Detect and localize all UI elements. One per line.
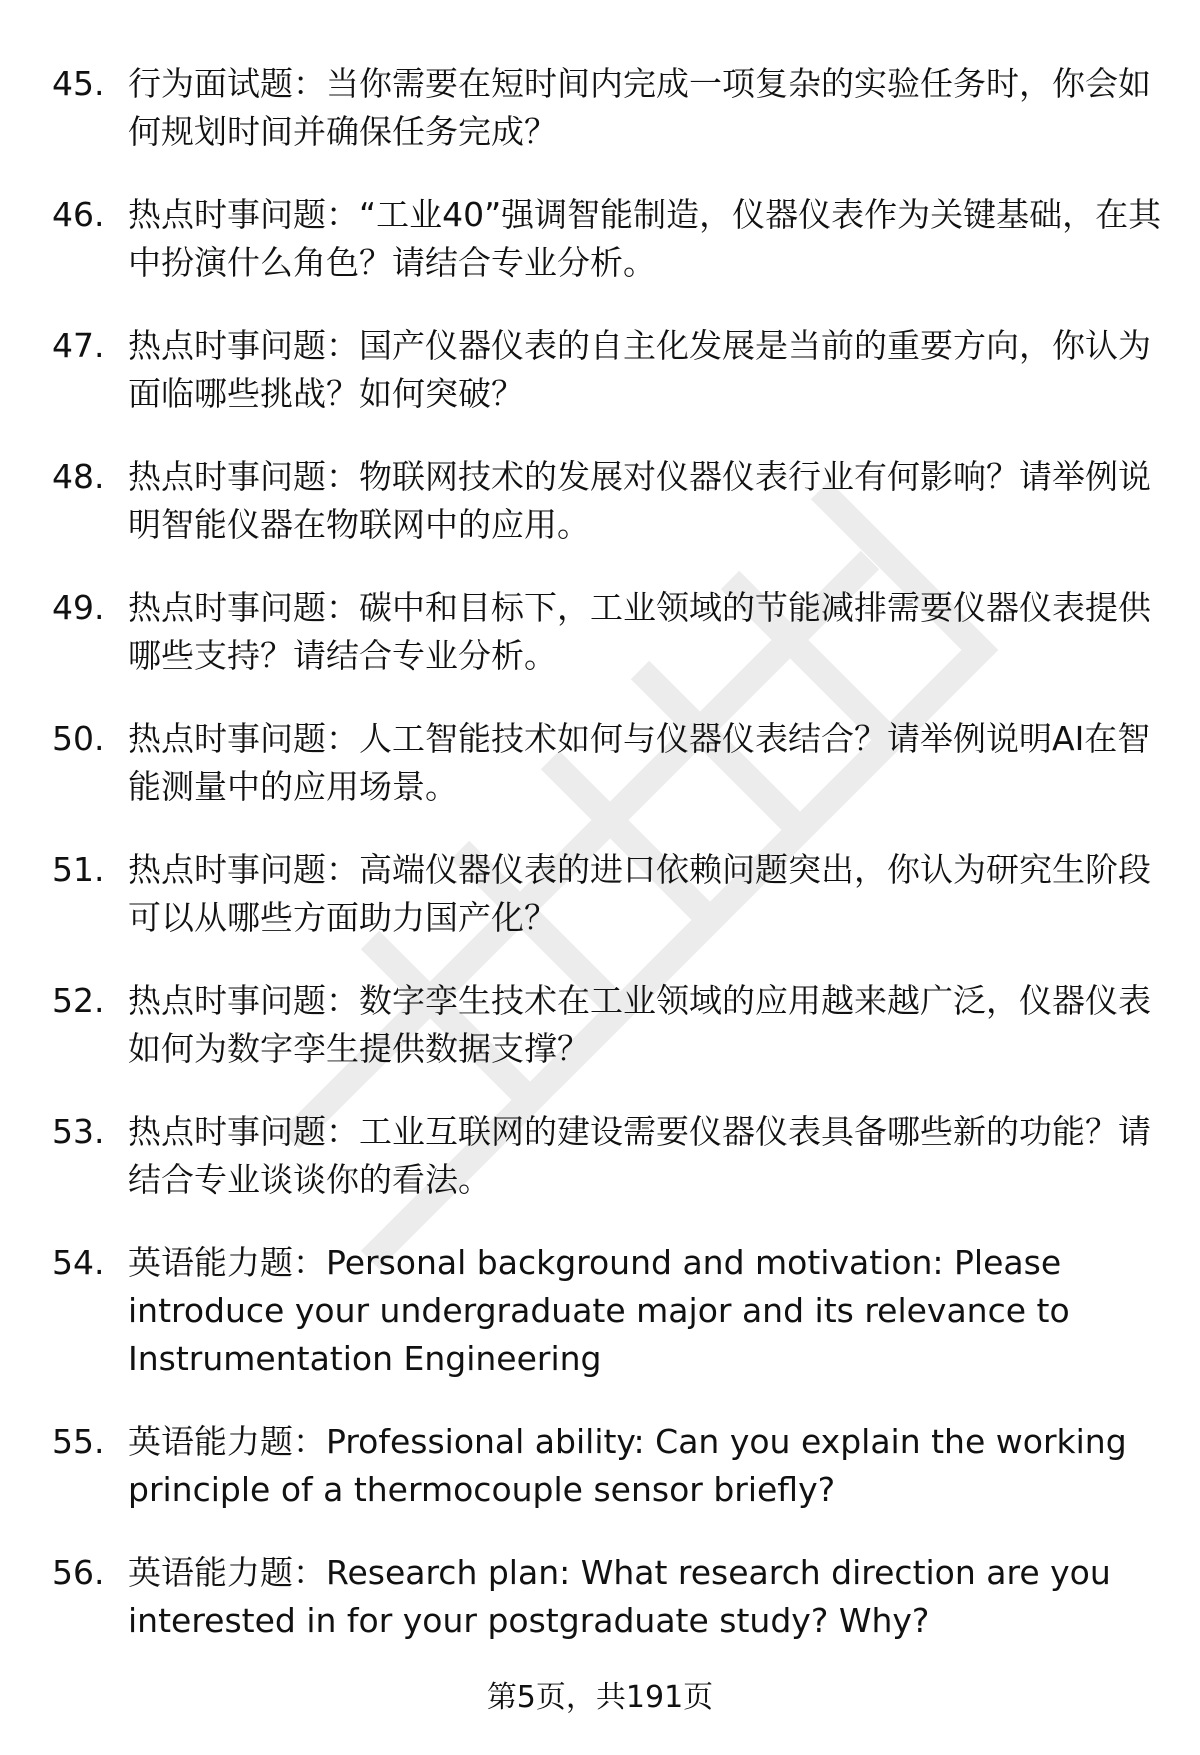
question-item <box>52 715 1162 811</box>
question-item <box>52 846 1162 942</box>
question-item <box>52 584 1162 680</box>
question-item <box>52 1549 1162 1645</box>
question-number: 46. <box>52 195 105 234</box>
question-item <box>52 1108 1162 1204</box>
question-text: 热点时事问题：数字孪生技术在工业领域的应用越来越广泛，仪器仪表如何为数字孪生提供数据支撑？ <box>128 981 1151 1068</box>
question-number: 54. <box>52 1243 105 1282</box>
question-number: 49. <box>52 588 105 627</box>
question-number: 48. <box>52 457 105 496</box>
question-item <box>52 191 1162 287</box>
question-number: 55. <box>52 1422 105 1461</box>
question-item <box>52 1418 1162 1514</box>
question-text: 行为面试题：当你需要在短时间内完成一项复杂的实验任务时，你会如何规划时间并确保任务完成？ <box>128 64 1151 151</box>
question-text: 英语能力题：Personal background and motivation: Please introduce your undergraduate major and its relevance to Instrumentation Engineering <box>128 1243 1070 1378</box>
question-text: 热点时事问题：碳中和目标下，工业领域的节能减排需要仪器仪表提供哪些支持？请结合专业分析。 <box>128 588 1151 675</box>
question-number: 51. <box>52 850 105 889</box>
question-text: 热点时事问题：物联网技术的发展对仪器仪表行业有何影响？请举例说明智能仪器在物联网中的应用。 <box>128 457 1151 544</box>
question-text: 热点时事问题：工业互联网的建设需要仪器仪表具备哪些新的功能？请结合专业谈谈你的看法。 <box>128 1112 1151 1199</box>
question-item <box>52 977 1162 1073</box>
question-number: 45. <box>52 64 105 103</box>
question-number: 53. <box>52 1112 105 1151</box>
question-text: 热点时事问题：高端仪器仪表的进口依赖问题突出，你认为研究生阶段可以从哪些方面助力国产化？ <box>128 850 1151 937</box>
question-number: 47. <box>52 326 105 365</box>
question-item <box>52 453 1162 549</box>
page-indicator: 第5页，共191页 <box>486 1680 714 1715</box>
question-number: 50. <box>52 719 105 758</box>
question-text: 热点时事问题：国产仪器仪表的自主化发展是当前的重要方向，你认为面临哪些挑战？如何突破？ <box>128 326 1151 413</box>
question-item <box>52 60 1162 156</box>
question-text: 热点时事问题：人工智能技术如何与仪器仪表结合？请举例说明AI在智能测量中的应用场景。 <box>128 719 1151 806</box>
question-item <box>52 1239 1162 1383</box>
question-item <box>52 322 1162 418</box>
question-text: 英语能力题：Professional ability: Can you explain the working principle of a thermocouple sensor briefly? <box>128 1422 1127 1509</box>
question-text: 热点时事问题：“工业40”强调智能制造，仪器仪表作为关键基础，在其中扮演什么角色？请结合专业分析。 <box>128 195 1162 282</box>
question-text: 英语能力题：Research plan: What research direction are you interested in for your postgraduate study? Why? <box>128 1553 1111 1640</box>
question-number: 56. <box>52 1553 105 1592</box>
question-number: 52. <box>52 981 105 1020</box>
